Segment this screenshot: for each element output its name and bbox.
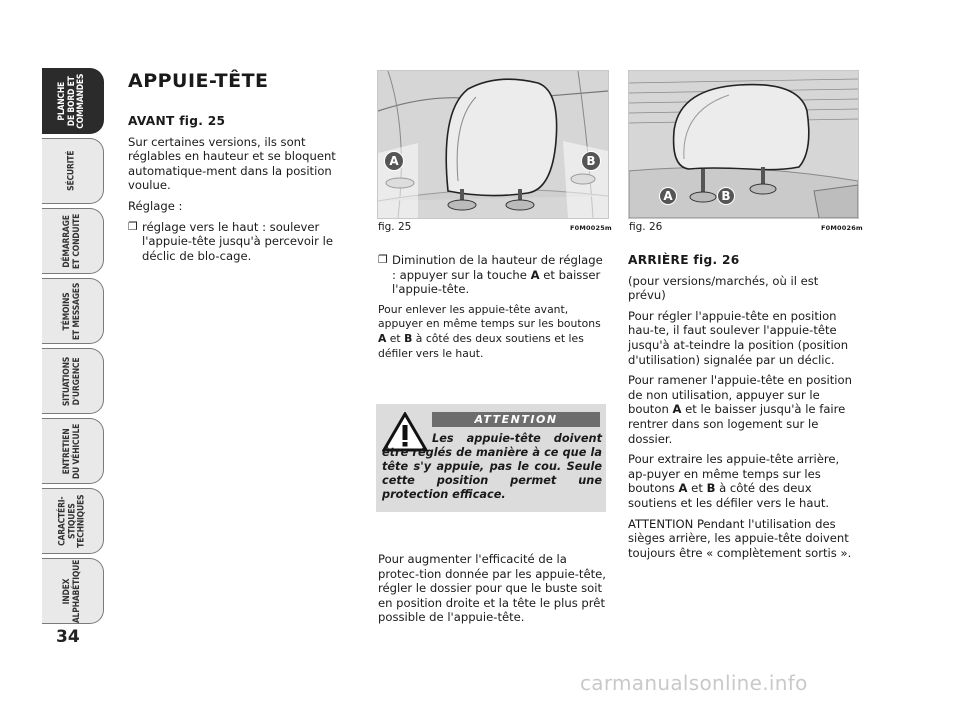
checkbox-icon: ❐: [128, 219, 138, 233]
figure-25: [377, 70, 609, 219]
rear-p2: Pour ramener l'appuie-tête en position de non utilisation, appuyer sur le bouton A et le baisser jusqu'à le faire rentrer dans son logement sur le dossier.: [628, 373, 852, 446]
tab-entretien[interactable]: ENTRETIEN DU VÉHICULE: [42, 418, 104, 484]
page-number: 34: [56, 627, 80, 647]
right-column: [628, 253, 857, 566]
left-column: [128, 114, 354, 263]
fig26-caption: fig. 26: [629, 221, 663, 233]
marker-b: B: [581, 151, 601, 171]
middle-column: [378, 253, 606, 367]
front-subtitle: AVANT fig. 25: [128, 114, 226, 128]
fig25-caption: fig. 25: [378, 221, 412, 233]
tab-planche-de-bord[interactable]: PLANCHE DE BORD ET COMMANDES: [42, 68, 104, 134]
bullet-down: ❐ Diminution de la hauteur de réglage : appuyer sur la touche A et baisser l'appuie-tête.: [378, 253, 603, 297]
marker-a: A: [659, 187, 677, 205]
section-title: APPUIE-TÊTE: [128, 70, 269, 92]
attention-label: ATTENTION: [432, 412, 600, 427]
bullet-up: ❐ réglage vers le haut : soulever l'appuie-tête jusqu'à percevoir le déclic de blo-cage.: [128, 219, 333, 263]
tab-situations[interactable]: SITUATIONS D'URGENCE: [42, 348, 104, 414]
rear-subtitle: ARRIÈRE fig. 26: [628, 253, 740, 267]
attention-text: Les appuie-tête doivent être réglés de manière à ce que la tête s'y appuie, pas le cou. Seule cette position permet une protection efficace.: [382, 432, 602, 501]
rear-p1: Pour régler l'appuie-tête en position hau-te, il faut soulever l'appuie-tête jusqu'à at-teindre la position (position d'utilisation) signalée par un déclic.: [628, 308, 849, 367]
fig26-code: F0M0026m: [821, 224, 863, 232]
front-headrest-illustration: [378, 71, 608, 218]
tab-securite[interactable]: SÉCURITÉ: [42, 138, 104, 204]
fig25-code: F0M0025m: [570, 224, 612, 232]
tab-caracteristiques[interactable]: CARACTÉRI- STIQUES TECHNIQUES: [42, 488, 104, 554]
rear-p4: ATTENTION Pendant l'utilisation des sièges arrière, les appuie-tête doivent toujours être « complètement sortis ».: [628, 516, 852, 560]
adjust-label: Réglage :: [128, 198, 183, 213]
figure-26: [628, 70, 859, 219]
marker-a: A: [384, 151, 404, 171]
remove-front-text: Pour enlever les appuie-tête avant, appuyer en même temps sur les boutons A et B à côté des deux soutiens et les défiler vers le haut.: [378, 302, 601, 360]
attention-box: [376, 404, 606, 512]
tab-index[interactable]: INDEX ALPHABÉTIQUE: [42, 558, 104, 624]
tab-demarrage[interactable]: DÉMARRAGE ET CONDUITE: [42, 208, 104, 274]
versions-text: (pour versions/marchés, où il est prévu): [628, 273, 819, 303]
middle-bottom-text: Pour augmenter l'efficacité de la protec-tion donnée par les appuie-tête, régler le dossier pour que le buste soit en position droite et la tête le plus prêt possible de l'appuie-tête.: [378, 552, 606, 625]
watermark: carmanualsonline.info: [580, 671, 808, 695]
tab-temoins[interactable]: TÉMOINS ET MESSAGES: [42, 278, 104, 344]
marker-b: B: [717, 187, 735, 205]
checkbox-icon: ❐: [378, 253, 388, 266]
rear-p3: Pour extraire les appuie-tête arrière, ap-puyer en même temps sur les boutons A et B à côté des deux soutiens et les défiler vers le haut.: [628, 452, 840, 510]
intro-text: Sur certaines versions, ils sont réglables en hauteur et se bloquent automatique-ment dans la position voulue.: [128, 134, 336, 193]
